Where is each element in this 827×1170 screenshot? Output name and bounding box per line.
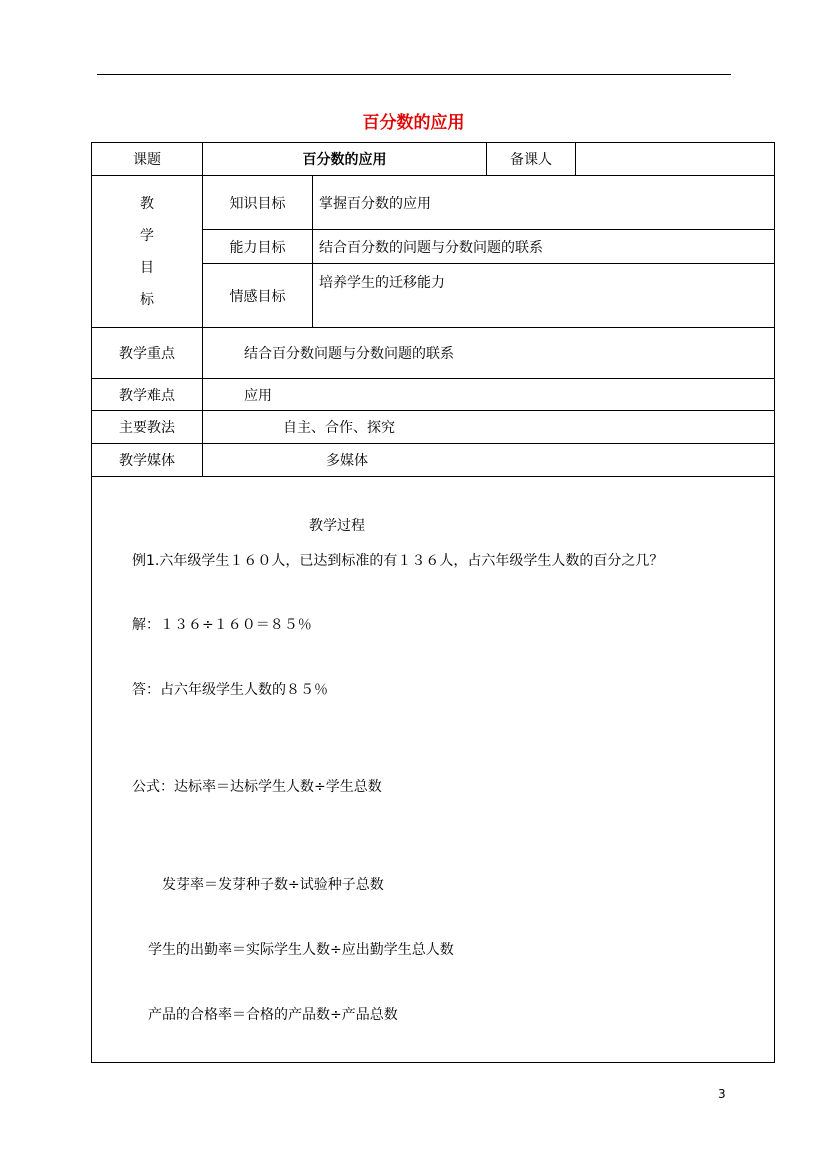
- formula-germination-rate: 发芽率＝发芽种子数÷试验种子总数: [162, 877, 384, 893]
- solution-line: 解：１３６÷１６０＝８５％: [132, 617, 312, 633]
- topic-row: [92, 143, 775, 176]
- topic-value: 百分数的应用: [203, 143, 487, 176]
- key-point-row: [92, 328, 775, 379]
- goals-label-char: 教: [140, 195, 154, 212]
- document-title: 百分数的应用: [362, 113, 465, 133]
- goals-label-char: 目: [140, 259, 154, 276]
- process-heading: 教学过程: [309, 518, 365, 534]
- example-problem: 例1.六年级学生１６０人，已达到标准的有１３６人，占六年级学生人数的百分之几？: [132, 553, 664, 569]
- page-number: 3: [718, 1087, 726, 1101]
- key-point-label: 教学重点: [92, 328, 203, 379]
- media-value: 多媒体: [203, 444, 775, 477]
- goal-label-knowledge: 知识目标: [203, 176, 313, 230]
- formula-pass-rate: 公式：达标率＝达标学生人数÷学生总数: [132, 779, 382, 795]
- goal-value-knowledge: 掌握百分数的应用: [313, 176, 775, 230]
- goal-row-knowledge: [92, 176, 775, 230]
- goals-label-char: 学: [140, 227, 154, 244]
- goal-label-emotion: 情感目标: [203, 264, 313, 328]
- method-row: [92, 411, 775, 444]
- preparer-value: [576, 143, 775, 176]
- difficulty-label: 教学难点: [92, 379, 203, 411]
- difficulty-value: 应用: [203, 379, 775, 411]
- goal-label-ability: 能力目标: [203, 230, 313, 264]
- header-rule: [97, 74, 731, 75]
- formula-qualification-rate: 产品的合格率＝合格的产品数÷产品总数: [148, 1007, 398, 1023]
- process-row: [92, 477, 775, 1063]
- teaching-process-cell: [92, 477, 775, 1063]
- goals-label-char: 标: [140, 291, 154, 308]
- goal-value-emotion: 培养学生的迁移能力: [313, 264, 775, 328]
- teaching-goals-label: [92, 176, 203, 328]
- difficulty-row: [92, 379, 775, 411]
- method-label: 主要教法: [92, 411, 203, 444]
- preparer-label: 备课人: [487, 143, 576, 176]
- topic-label: 课题: [92, 143, 203, 176]
- formula-attendance-rate: 学生的出勤率＝实际学生人数÷应出勤学生总人数: [148, 942, 454, 958]
- key-point-value: 结合百分数问题与分数问题的联系: [203, 328, 775, 379]
- method-value: 自主、合作、探究: [203, 411, 775, 444]
- media-label: 教学媒体: [92, 444, 203, 477]
- lesson-plan-table: [91, 142, 775, 1063]
- media-row: [92, 444, 775, 477]
- goal-value-ability: 结合百分数的问题与分数问题的联系: [313, 230, 775, 264]
- answer-line: 答：占六年级学生人数的８５％: [132, 682, 328, 698]
